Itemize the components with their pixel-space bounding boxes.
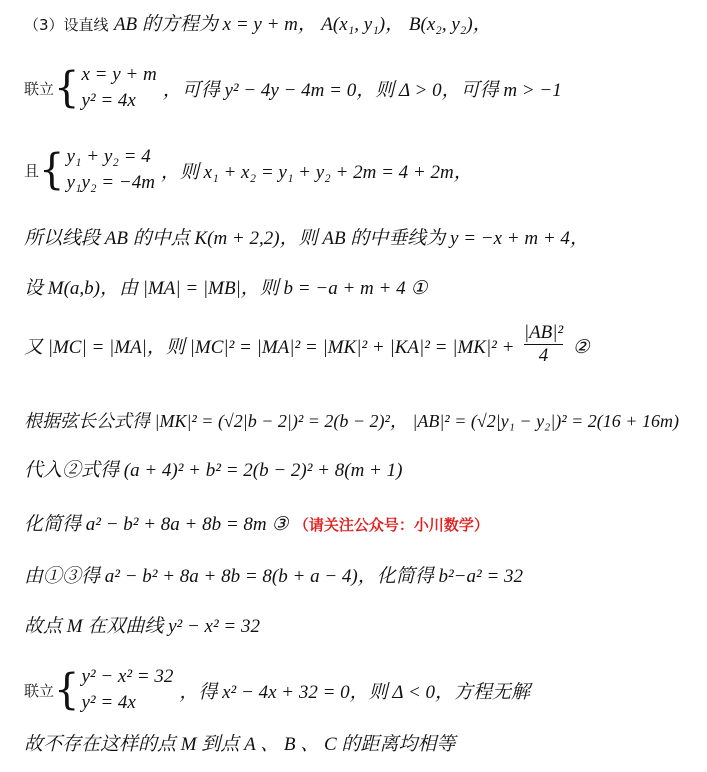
system-2-eq-b: y₁y₂ = −4m	[66, 172, 155, 193]
left-brace-icon: {	[39, 145, 65, 195]
line-conclusion: 故不存在这样的点 M 到点 A 、 B 、 C 的距离均相等	[24, 734, 456, 755]
line-simplify	[24, 514, 489, 536]
system-2-eq-a: y₁ + y₂ = 4	[66, 146, 151, 167]
part-label: （3）设直线	[24, 16, 109, 34]
fraction-numerator: |AB|²	[523, 322, 564, 343]
line-distance-relation	[24, 322, 590, 371]
system-1	[24, 62, 562, 114]
system-2-result: ，则 x₁ + x₂ = y₁ + y₂ + 2m = 4 + 2m，	[160, 161, 473, 183]
system-3-result: ，得 x² − 4x + 32 = 0，则 Δ < 0，方程无解	[179, 681, 531, 703]
line-1	[24, 14, 492, 36]
line-equation-definition: AB 的方程为 x = y + m， A(x₁, y₁)， B(x₂, y₂)，	[113, 14, 492, 35]
system-3-eq-a: y² − x² = 32	[81, 666, 174, 687]
fraction-ab-over-4	[524, 322, 563, 367]
left-brace-icon: {	[54, 63, 80, 113]
system-1-eq-b: y² = 4x	[81, 90, 136, 111]
simplify-equation: 化简得 a² − b² + 8a + 8b = 8m ③	[24, 514, 289, 535]
line-chord-length: 根据弦长公式得 |MK|² = (√2|b − 2|)² = 2(b − 2)²， |AB|² = (√2|y₁ − y₂|)² = 2(16 + 16m)	[24, 411, 679, 431]
distance-relation-marker: ②	[572, 337, 590, 358]
system-3-eq-b: y² = 4x	[81, 692, 136, 713]
left-brace-icon: {	[54, 665, 80, 715]
system-1-eq-a: x = y + m	[81, 64, 157, 85]
system-3	[24, 664, 530, 716]
line-hyperbola: 故点 M 在双曲线 y² − x² = 32	[24, 616, 260, 637]
line-combine: 由①③得 a² − b² + 8a + 8b = 8(b + a − 4)，化简得 b²−a² = 32	[24, 566, 524, 587]
system-3-lead: 联立	[24, 681, 55, 700]
system-3-equations	[81, 664, 173, 716]
distance-relation-a: 又 |MC| = |MA|，则 |MC|² = |MA|² = |MK|² + |KA|² = |MK|² +	[24, 337, 515, 358]
system-2	[24, 144, 473, 196]
line-substitute: 代入②式得 (a + 4)² + b² = 2(b − 2)² + 8(m + 1)	[24, 460, 403, 481]
system-2-lead: 且	[24, 161, 40, 180]
line-midpoint: 所以线段 AB 的中点 K(m + 2,2)，则 AB 的中垂线为 y = −x + m + 4，	[24, 228, 589, 249]
system-2-equations	[66, 144, 154, 196]
system-1-equations	[81, 62, 156, 114]
system-1-result: ，可得 y² − 4y − 4m = 0，则 Δ > 0，可得 m > −1	[162, 79, 562, 101]
fraction-denominator: 4	[538, 345, 549, 366]
line-set-m: 设 M(a,b)，由 |MA| = |MB|，则 b = −a + m + 4 ①	[24, 278, 428, 299]
watermark-note: （请关注公众号：小川数学）	[293, 516, 489, 534]
system-1-lead: 联立	[24, 79, 55, 98]
